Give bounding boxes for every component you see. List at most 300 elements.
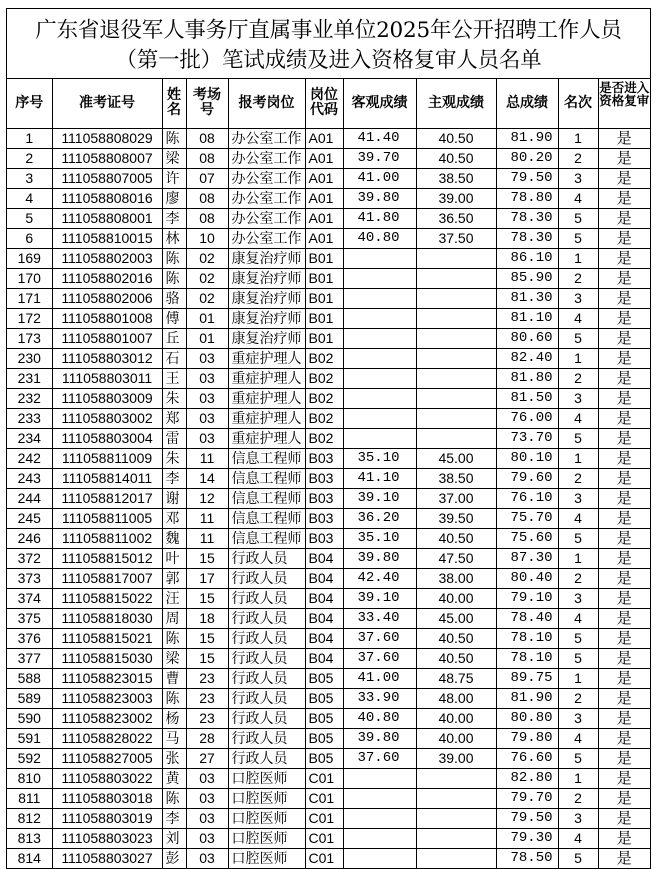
- cell-rank: 1: [558, 248, 598, 268]
- cell-name: 石: [162, 348, 186, 368]
- cell-qualified: 是: [598, 468, 650, 488]
- cell-exam-no: 111058803019: [52, 808, 162, 828]
- cell-rank: 1: [558, 548, 598, 568]
- cell-objective: 33.40: [343, 608, 416, 628]
- cell-objective: 35.10: [343, 528, 416, 548]
- cell-room: 12: [186, 488, 228, 508]
- cell-code: A01: [305, 148, 343, 168]
- cell-name: 李: [162, 208, 186, 228]
- cell-code: B05: [305, 728, 343, 748]
- cell-exam-no: 111058803012: [52, 348, 162, 368]
- cell-total: 78.80: [496, 188, 558, 208]
- cell-exam-no: 111058803018: [52, 788, 162, 808]
- cell-position: 办公室工作: [228, 228, 305, 248]
- cell-qualified: 是: [598, 208, 650, 228]
- table-header: [7, 79, 650, 128]
- cell-total: 87.30: [496, 548, 558, 568]
- table-row: [7, 508, 650, 528]
- table-row: [7, 168, 650, 188]
- cell-room: 01: [186, 308, 228, 328]
- cell-rank: 4: [558, 828, 598, 848]
- cell-code: B05: [305, 708, 343, 728]
- cell-seq: 5: [7, 208, 52, 228]
- cell-seq: 374: [7, 588, 52, 608]
- cell-position: 口腔医师: [228, 768, 305, 788]
- cell-subjective: 38.50: [416, 468, 496, 488]
- cell-code: A01: [305, 228, 343, 248]
- cell-total: 79.30: [496, 828, 558, 848]
- header-name: 姓名: [162, 79, 186, 128]
- cell-code: C01: [305, 808, 343, 828]
- cell-code: C01: [305, 828, 343, 848]
- cell-qualified: 是: [598, 628, 650, 648]
- cell-name: 谢: [162, 488, 186, 508]
- cell-room: 27: [186, 748, 228, 768]
- cell-position: 信息工程师: [228, 528, 305, 548]
- cell-seq: 6: [7, 228, 52, 248]
- header-row: [7, 79, 650, 128]
- cell-qualified: 是: [598, 768, 650, 788]
- cell-total: 85.90: [496, 268, 558, 288]
- cell-code: B03: [305, 488, 343, 508]
- table-row: [7, 848, 650, 868]
- cell-seq: 242: [7, 448, 52, 468]
- cell-qualified: 是: [598, 608, 650, 628]
- results-sheet: [6, 8, 651, 869]
- table-row: [7, 408, 650, 428]
- cell-name: 梁: [162, 648, 186, 668]
- cell-name: 陈: [162, 268, 186, 288]
- cell-name: 李: [162, 808, 186, 828]
- cell-rank: 4: [558, 728, 598, 748]
- cell-position: 行政人员: [228, 708, 305, 728]
- cell-seq: 230: [7, 348, 52, 368]
- cell-objective: [343, 788, 416, 808]
- cell-rank: 1: [558, 668, 598, 688]
- cell-total: 86.10: [496, 248, 558, 268]
- cell-objective: 39.10: [343, 488, 416, 508]
- cell-room: 28: [186, 728, 228, 748]
- title-line-1: 广东省退役军人事务厅直属事业单位2025年公开招聘工作人员: [35, 18, 622, 43]
- cell-room: 03: [186, 788, 228, 808]
- cell-rank: 5: [558, 528, 598, 548]
- cell-seq: 170: [7, 268, 52, 288]
- cell-position: 行政人员: [228, 608, 305, 628]
- cell-rank: 4: [558, 508, 598, 528]
- cell-qualified: 是: [598, 408, 650, 428]
- table-row: [7, 288, 650, 308]
- cell-room: 15: [186, 628, 228, 648]
- cell-total: 89.75: [496, 668, 558, 688]
- cell-name: 陈: [162, 628, 186, 648]
- header-room: 考场号: [186, 79, 228, 128]
- cell-position: 行政人员: [228, 588, 305, 608]
- cell-seq: 231: [7, 368, 52, 388]
- cell-rank: 2: [558, 468, 598, 488]
- cell-total: 79.50: [496, 808, 558, 828]
- cell-exam-no: 111058811009: [52, 448, 162, 468]
- cell-total: 78.40: [496, 608, 558, 628]
- cell-subjective: [416, 288, 496, 308]
- cell-position: 康复治疗师: [228, 288, 305, 308]
- cell-position: 办公室工作: [228, 208, 305, 228]
- cell-rank: 5: [558, 208, 598, 228]
- cell-position: 信息工程师: [228, 508, 305, 528]
- cell-subjective: 40.50: [416, 628, 496, 648]
- cell-objective: [343, 768, 416, 788]
- cell-name: 丘: [162, 328, 186, 348]
- cell-qualified: 是: [598, 508, 650, 528]
- cell-code: B02: [305, 428, 343, 448]
- cell-code: B05: [305, 748, 343, 768]
- cell-room: 08: [186, 188, 228, 208]
- cell-seq: 244: [7, 488, 52, 508]
- cell-subjective: [416, 848, 496, 868]
- cell-name: 曹: [162, 668, 186, 688]
- table-row: [7, 828, 650, 848]
- cell-qualified: 是: [598, 448, 650, 468]
- cell-objective: 41.00: [343, 168, 416, 188]
- cell-qualified: 是: [598, 828, 650, 848]
- cell-subjective: 40.50: [416, 128, 496, 148]
- cell-exam-no: 111058808001: [52, 208, 162, 228]
- header-total: 总成绩: [496, 79, 558, 128]
- cell-rank: 5: [558, 648, 598, 668]
- cell-rank: 3: [558, 388, 598, 408]
- cell-position: 行政人员: [228, 688, 305, 708]
- cell-seq: 589: [7, 688, 52, 708]
- cell-qualified: 是: [598, 708, 650, 728]
- cell-position: 办公室工作: [228, 128, 305, 148]
- cell-position: 行政人员: [228, 648, 305, 668]
- cell-qualified: 是: [598, 168, 650, 188]
- cell-seq: 233: [7, 408, 52, 428]
- table-row: [7, 428, 650, 448]
- cell-exam-no: 111058810015: [52, 228, 162, 248]
- cell-seq: 169: [7, 248, 52, 268]
- cell-room: 08: [186, 208, 228, 228]
- cell-subjective: 45.00: [416, 608, 496, 628]
- cell-exam-no: 111058815021: [52, 628, 162, 648]
- table-body: [7, 128, 650, 868]
- cell-total: 76.10: [496, 488, 558, 508]
- cell-room: 11: [186, 508, 228, 528]
- cell-rank: 5: [558, 848, 598, 868]
- cell-qualified: 是: [598, 288, 650, 308]
- cell-objective: 36.20: [343, 508, 416, 528]
- document-title: [7, 9, 650, 79]
- table-row: [7, 708, 650, 728]
- cell-total: 75.70: [496, 508, 558, 528]
- cell-objective: [343, 248, 416, 268]
- cell-rank: 3: [558, 588, 598, 608]
- cell-name: 周: [162, 608, 186, 628]
- cell-qualified: 是: [598, 308, 650, 328]
- cell-objective: [343, 308, 416, 328]
- cell-qualified: 是: [598, 388, 650, 408]
- cell-objective: [343, 268, 416, 288]
- cell-name: 黄: [162, 768, 186, 788]
- cell-qualified: 是: [598, 588, 650, 608]
- cell-total: 78.30: [496, 228, 558, 248]
- table-row: [7, 308, 650, 328]
- cell-rank: 1: [558, 448, 598, 468]
- cell-subjective: [416, 268, 496, 288]
- cell-room: 03: [186, 348, 228, 368]
- table-row: [7, 648, 650, 668]
- cell-exam-no: 111058801008: [52, 308, 162, 328]
- cell-objective: [343, 808, 416, 828]
- cell-rank: 5: [558, 328, 598, 348]
- cell-seq: 591: [7, 728, 52, 748]
- cell-exam-no: 111058803022: [52, 768, 162, 788]
- cell-code: B03: [305, 508, 343, 528]
- cell-seq: 1: [7, 128, 52, 148]
- cell-objective: 40.80: [343, 228, 416, 248]
- cell-code: B04: [305, 648, 343, 668]
- table-row: [7, 608, 650, 628]
- cell-code: B02: [305, 408, 343, 428]
- cell-total: 78.10: [496, 648, 558, 668]
- header-subjective: 主观成绩: [416, 79, 496, 128]
- cell-objective: 39.10: [343, 588, 416, 608]
- cell-subjective: 39.50: [416, 508, 496, 528]
- cell-room: 11: [186, 528, 228, 548]
- table-row: [7, 268, 650, 288]
- cell-code: B04: [305, 628, 343, 648]
- cell-total: 73.70: [496, 428, 558, 448]
- header-position: 报考岗位: [228, 79, 305, 128]
- cell-subjective: [416, 248, 496, 268]
- cell-objective: 41.80: [343, 208, 416, 228]
- cell-objective: 42.40: [343, 568, 416, 588]
- cell-room: 10: [186, 228, 228, 248]
- header-objective: 客观成绩: [343, 79, 416, 128]
- cell-room: 18: [186, 608, 228, 628]
- cell-objective: [343, 828, 416, 848]
- cell-total: 80.60: [496, 328, 558, 348]
- cell-position: 康复治疗师: [228, 268, 305, 288]
- cell-name: 刘: [162, 828, 186, 848]
- cell-code: B04: [305, 608, 343, 628]
- cell-name: 王: [162, 368, 186, 388]
- cell-code: B01: [305, 268, 343, 288]
- cell-seq: 232: [7, 388, 52, 408]
- cell-total: 81.80: [496, 368, 558, 388]
- table-row: [7, 748, 650, 768]
- cell-rank: 5: [558, 228, 598, 248]
- cell-subjective: [416, 388, 496, 408]
- cell-code: B02: [305, 388, 343, 408]
- cell-objective: 39.70: [343, 148, 416, 168]
- cell-exam-no: 111058802016: [52, 268, 162, 288]
- cell-exam-no: 111058823002: [52, 708, 162, 728]
- cell-rank: 3: [558, 168, 598, 188]
- cell-subjective: 37.50: [416, 228, 496, 248]
- cell-exam-no: 111058808016: [52, 188, 162, 208]
- cell-subjective: [416, 828, 496, 848]
- cell-objective: [343, 408, 416, 428]
- cell-rank: 3: [558, 808, 598, 828]
- cell-position: 口腔医师: [228, 848, 305, 868]
- cell-code: C01: [305, 848, 343, 868]
- cell-name: 朱: [162, 448, 186, 468]
- cell-rank: 2: [558, 568, 598, 588]
- cell-subjective: [416, 768, 496, 788]
- cell-seq: 810: [7, 768, 52, 788]
- cell-subjective: 45.00: [416, 448, 496, 468]
- cell-name: 彭: [162, 848, 186, 868]
- cell-seq: 813: [7, 828, 52, 848]
- cell-seq: 372: [7, 548, 52, 568]
- cell-objective: 37.60: [343, 648, 416, 668]
- cell-seq: 375: [7, 608, 52, 628]
- cell-qualified: 是: [598, 648, 650, 668]
- cell-code: B02: [305, 348, 343, 368]
- cell-position: 办公室工作: [228, 148, 305, 168]
- cell-objective: [343, 428, 416, 448]
- cell-code: B03: [305, 448, 343, 468]
- table-row: [7, 448, 650, 468]
- cell-qualified: 是: [598, 248, 650, 268]
- cell-subjective: 47.50: [416, 548, 496, 568]
- cell-exam-no: 111058811005: [52, 508, 162, 528]
- cell-room: 01: [186, 328, 228, 348]
- cell-name: 许: [162, 168, 186, 188]
- header-rank: 名次: [558, 79, 598, 128]
- cell-exam-no: 111058808029: [52, 128, 162, 148]
- cell-room: 03: [186, 388, 228, 408]
- cell-objective: [343, 328, 416, 348]
- cell-rank: 1: [558, 768, 598, 788]
- cell-position: 信息工程师: [228, 468, 305, 488]
- cell-subjective: [416, 428, 496, 448]
- cell-room: 08: [186, 148, 228, 168]
- table-row: [7, 688, 650, 708]
- cell-objective: 41.00: [343, 668, 416, 688]
- table-row: [7, 208, 650, 228]
- table-row: [7, 368, 650, 388]
- cell-qualified: 是: [598, 268, 650, 288]
- cell-position: 行政人员: [228, 668, 305, 688]
- cell-name: 林: [162, 228, 186, 248]
- cell-rank: 5: [558, 628, 598, 648]
- cell-rank: 4: [558, 408, 598, 428]
- cell-total: 79.60: [496, 468, 558, 488]
- cell-seq: 4: [7, 188, 52, 208]
- cell-seq: 2: [7, 148, 52, 168]
- cell-name: 马: [162, 728, 186, 748]
- cell-rank: 1: [558, 128, 598, 148]
- cell-room: 23: [186, 708, 228, 728]
- cell-exam-no: 111058814011: [52, 468, 162, 488]
- cell-objective: 39.80: [343, 548, 416, 568]
- header-seq: 序号: [7, 79, 52, 128]
- cell-room: 07: [186, 168, 228, 188]
- cell-seq: 3: [7, 168, 52, 188]
- cell-objective: 39.80: [343, 728, 416, 748]
- cell-seq: 245: [7, 508, 52, 528]
- cell-room: 15: [186, 548, 228, 568]
- cell-total: 81.30: [496, 288, 558, 308]
- cell-total: 80.20: [496, 148, 558, 168]
- cell-position: 重症护理人: [228, 408, 305, 428]
- cell-position: 行政人员: [228, 548, 305, 568]
- cell-code: B04: [305, 548, 343, 568]
- cell-rank: 2: [558, 268, 598, 288]
- cell-exam-no: 111058815030: [52, 648, 162, 668]
- cell-objective: [343, 368, 416, 388]
- cell-code: B05: [305, 668, 343, 688]
- cell-seq: 243: [7, 468, 52, 488]
- cell-exam-no: 111058803023: [52, 828, 162, 848]
- cell-qualified: 是: [598, 148, 650, 168]
- cell-total: 81.90: [496, 688, 558, 708]
- table-row: [7, 768, 650, 788]
- cell-total: 80.40: [496, 568, 558, 588]
- cell-name: 邓: [162, 508, 186, 528]
- cell-qualified: 是: [598, 808, 650, 828]
- cell-total: 76.60: [496, 748, 558, 768]
- cell-name: 骆: [162, 288, 186, 308]
- cell-total: 81.10: [496, 308, 558, 328]
- results-table: [7, 79, 650, 869]
- cell-position: 重症护理人: [228, 388, 305, 408]
- cell-room: 15: [186, 588, 228, 608]
- cell-name: 陈: [162, 248, 186, 268]
- cell-subjective: 40.50: [416, 148, 496, 168]
- table-row: [7, 808, 650, 828]
- cell-exam-no: 111058803002: [52, 408, 162, 428]
- cell-position: 康复治疗师: [228, 308, 305, 328]
- cell-exam-no: 111058802003: [52, 248, 162, 268]
- cell-total: 82.80: [496, 768, 558, 788]
- cell-qualified: 是: [598, 688, 650, 708]
- cell-subjective: 48.75: [416, 668, 496, 688]
- cell-objective: 41.10: [343, 468, 416, 488]
- cell-exam-no: 111058815012: [52, 548, 162, 568]
- cell-qualified: 是: [598, 668, 650, 688]
- cell-position: 办公室工作: [228, 168, 305, 188]
- cell-name: 李: [162, 468, 186, 488]
- cell-name: 朱: [162, 388, 186, 408]
- cell-exam-no: 111058818030: [52, 608, 162, 628]
- cell-position: 重症护理人: [228, 348, 305, 368]
- cell-name: 陈: [162, 788, 186, 808]
- cell-seq: 588: [7, 668, 52, 688]
- cell-exam-no: 111058828022: [52, 728, 162, 748]
- cell-total: 79.70: [496, 788, 558, 808]
- cell-total: 75.60: [496, 528, 558, 548]
- cell-qualified: 是: [598, 428, 650, 448]
- cell-position: 信息工程师: [228, 448, 305, 468]
- cell-name: 郑: [162, 408, 186, 428]
- cell-position: 重症护理人: [228, 368, 305, 388]
- cell-position: 行政人员: [228, 748, 305, 768]
- cell-code: A01: [305, 188, 343, 208]
- cell-subjective: 40.50: [416, 528, 496, 548]
- cell-code: B01: [305, 288, 343, 308]
- cell-code: B02: [305, 368, 343, 388]
- cell-subjective: 36.50: [416, 208, 496, 228]
- cell-seq: 246: [7, 528, 52, 548]
- cell-total: 79.80: [496, 728, 558, 748]
- cell-subjective: [416, 368, 496, 388]
- cell-position: 口腔医师: [228, 828, 305, 848]
- cell-qualified: 是: [598, 228, 650, 248]
- cell-objective: [343, 348, 416, 368]
- cell-code: A01: [305, 128, 343, 148]
